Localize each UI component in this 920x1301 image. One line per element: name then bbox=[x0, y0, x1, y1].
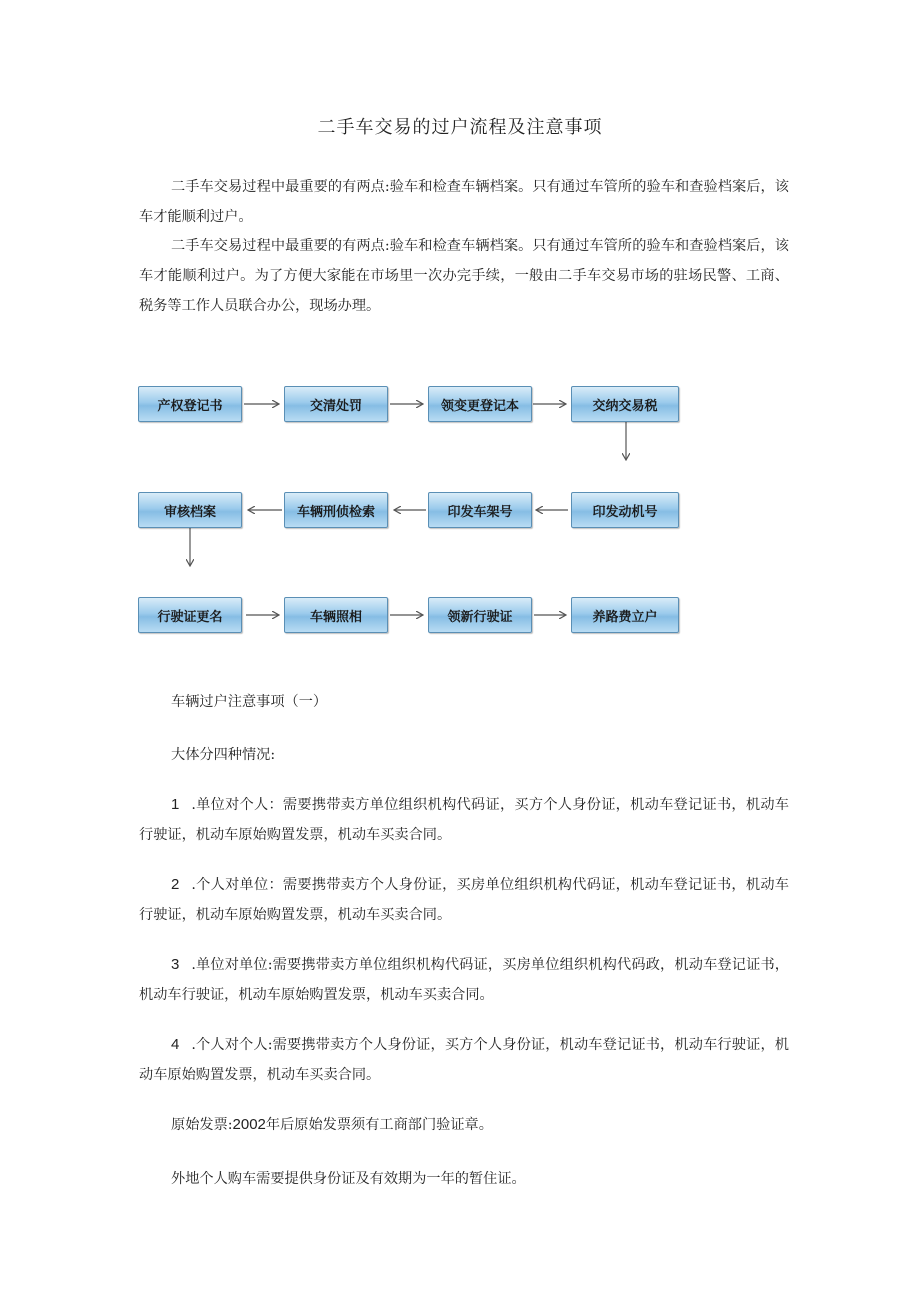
flow-step-6: 印发车架号 bbox=[428, 492, 532, 528]
flow-step-11: 领新行驶证 bbox=[428, 597, 532, 633]
note-item-number: 1 bbox=[171, 796, 180, 813]
note-item-text: .个人对个人:需要携带卖方个人身份证，买方个人身份证，机动车登记证书，机动车行驶证，机动车原始购置发票，机动车买卖合同。 bbox=[139, 1037, 789, 1083]
transfer-flowchart bbox=[136, 380, 681, 640]
flow-step-10: 车辆照相 bbox=[284, 597, 388, 633]
flow-step-8: 审核档案 bbox=[138, 492, 242, 528]
page-title: 二手车交易的过户流程及注意事项 bbox=[317, 117, 603, 138]
note-item-text: .单位对个人：需要携带卖方单位组织机构代码证，买方个人身份证，机动车登记证书，机动车行驶证，机动车原始购置发票，机动车买卖合同。 bbox=[139, 797, 789, 843]
flow-step-12: 养路费立户 bbox=[571, 597, 679, 633]
notes-heading: 车辆过户注意事项（一） bbox=[171, 694, 328, 710]
flow-step-5: 印发动机号 bbox=[571, 492, 679, 528]
flow-step-3: 领变更登记本 bbox=[428, 386, 532, 422]
note-item-4 bbox=[139, 1030, 789, 1090]
notes-subheading: 大体分四种情况: bbox=[171, 747, 276, 763]
invoice-label: 原始发票: bbox=[171, 1117, 233, 1133]
flow-step-1: 产权登记书 bbox=[138, 386, 242, 422]
note-item-1 bbox=[139, 790, 789, 850]
nonlocal-note: 外地个人购车需要提供身份证及有效期为一年的暂住证。 bbox=[171, 1171, 526, 1187]
intro-paragraph-2: 二手车交易过程中最重要的有两点:验车和检查车辆档案。只有通过车管所的验车和查验档案后，该车才能顺利过户。为了方便大家能在市场里一次办完手续，一般由二手车交易市场的驻场民警、工商、税务等工作人员联合办公，现场办理。 bbox=[139, 238, 789, 314]
note-item-2 bbox=[139, 870, 789, 930]
flow-step-2: 交清处罚 bbox=[284, 386, 388, 422]
invoice-text: 年后原始发票须有工商部门验证章。 bbox=[265, 1117, 493, 1133]
flow-step-9: 行驶证更名 bbox=[138, 597, 242, 633]
invoice-year: 2002 bbox=[232, 1116, 266, 1133]
note-item-number: 4 bbox=[171, 1036, 180, 1053]
note-item-number: 2 bbox=[171, 876, 180, 893]
intro-paragraph-1: 二手车交易过程中最重要的有两点:验车和检查车辆档案。只有通过车管所的验车和查验档案后，该车才能顺利过户。 bbox=[139, 179, 789, 225]
invoice-note bbox=[171, 1114, 493, 1134]
flow-step-4: 交纳交易税 bbox=[571, 386, 679, 422]
note-item-text: .单位对单位:需要携带卖方单位组织机构代码证，买房单位组织机构代码政，机动车登记证书，机动车行驶证，机动车原始购置发票，机动车买卖合同。 bbox=[139, 957, 789, 1003]
flow-step-7: 车辆刑侦检索 bbox=[284, 492, 388, 528]
note-item-text: .个人对单位：需要携带卖方个人身份证，买房单位组织机构代码证，机动车登记证书，机动车行驶证，机动车原始购置发票，机动车买卖合同。 bbox=[139, 877, 789, 923]
note-item-3 bbox=[139, 950, 789, 1010]
note-item-number: 3 bbox=[171, 956, 180, 973]
